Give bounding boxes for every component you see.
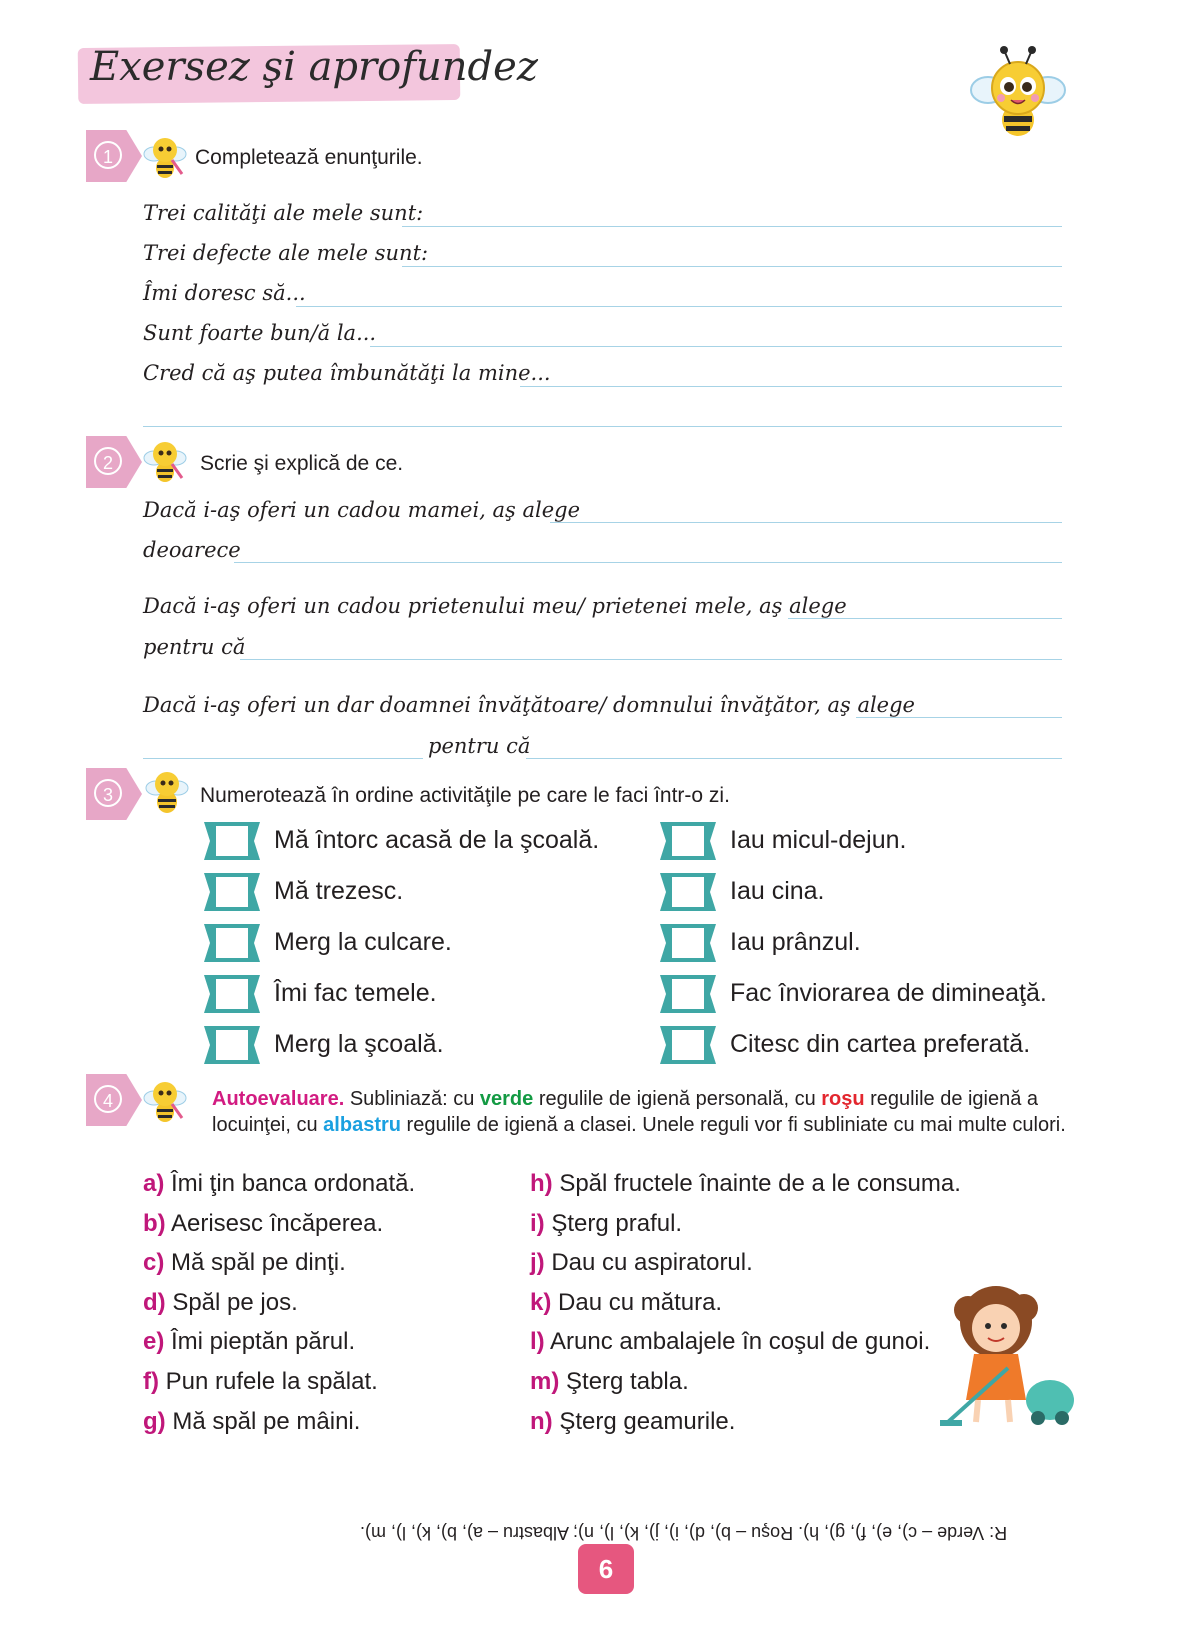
answer-line[interactable] [296,306,1062,307]
hygiene-rule[interactable] [143,1368,378,1396]
rule-text: Arunc ambalajele în coşul de gunoi. [550,1328,931,1356]
activity-item: Mă întorc acasă de la şcoală. [274,826,600,854]
number-box[interactable] [202,920,262,966]
hygiene-rule[interactable] [530,1170,961,1198]
hygiene-rule[interactable] [530,1408,735,1436]
rule-text: Dau cu aspiratorul. [551,1249,753,1277]
rule-letter: l) [530,1328,545,1356]
exercise-2-tag [86,436,142,488]
rule-letter: j) [530,1249,545,1277]
exercise-4-instruction [212,1086,1092,1138]
rule-letter: h) [530,1170,553,1197]
prompt-imbunatati: Cred că aş putea îmbunătăţi la mine... [143,361,551,385]
instruction-part: regulile de igienă personală, cu [533,1088,822,1110]
rule-letter: b) [143,1209,166,1237]
rule-text: Pun rufele la spălat. [165,1368,378,1395]
answer-line[interactable] [143,758,423,759]
green-word: verde [479,1088,534,1110]
answer-line[interactable] [526,758,1062,759]
number-box[interactable] [202,869,262,915]
rule-letter: m) [530,1368,560,1395]
hygiene-rule[interactable] [143,1170,415,1198]
number-box[interactable] [202,1022,262,1068]
rule-letter: c) [143,1249,165,1277]
exercise-1-instruction: Completează enunţurile. [195,146,423,169]
bee-pencil-icon [142,1074,188,1124]
answer-line[interactable] [402,226,1062,227]
activity-item: Merg la culcare. [274,928,452,956]
number-box[interactable] [202,818,262,864]
exercise-2-instruction: Scrie şi explică de ce. [200,452,404,475]
rule-text: Şterg praful. [551,1209,683,1237]
exercise-4-tag [86,1074,142,1126]
hygiene-rule[interactable] [530,1210,682,1238]
instruction-part: Subliniază: cu [344,1088,480,1110]
answer-line[interactable] [143,426,1062,427]
activity-item: Îmi fac temele. [274,979,437,1007]
girl-vacuum-illustration [938,1282,1078,1432]
hygiene-rule[interactable] [530,1249,753,1277]
rule-text: Îmi ţin banca ordonată. [171,1170,416,1197]
bee-mascot-icon [968,44,1068,140]
activity-item: Iau micul-dejun. [730,826,907,854]
rule-letter: f) [143,1368,159,1395]
answer-line[interactable] [550,522,1062,523]
exercise-3-number: 3 [94,779,122,807]
hygiene-rule[interactable] [143,1210,383,1238]
answer-line[interactable] [520,386,1062,387]
hygiene-rule[interactable] [143,1408,360,1436]
answer-line[interactable] [856,717,1062,718]
exercise-1-tag [86,130,142,182]
page-title: Exersez şi aprofundez [90,44,538,90]
prompt-pentru-ca-2: pentru că [428,734,531,758]
answer-line[interactable] [240,659,1062,660]
rule-text: Spăl fructele înainte de a le consuma. [559,1170,961,1197]
prompt-calitati: Trei calităţi ale mele sunt: [143,201,424,225]
rule-letter: e) [143,1328,165,1356]
hygiene-rule[interactable] [530,1289,722,1317]
number-box[interactable] [658,1022,718,1068]
hygiene-rule[interactable] [143,1328,355,1356]
rule-text: Dau cu mătura. [558,1288,723,1316]
answer-line[interactable] [234,562,1062,563]
instruction-part: regulile de igienă a clasei. Unele reguli vor fi subliniate cu mai multe culori. [400,1114,1066,1136]
rule-text: Şterg tabla. [566,1368,689,1395]
rule-text: Aerisesc încăperea. [171,1209,384,1237]
blue-word: albastru [323,1114,401,1136]
number-box[interactable] [658,920,718,966]
page-number: 6 [578,1544,634,1594]
prompt-dar-invatator: Dacă i-aş oferi un dar doamnei învăţătoare/ domnului învăţător, aş alege [143,693,915,717]
activity-item: Iau cina. [730,877,825,905]
number-box[interactable] [658,971,718,1017]
prompt-deoarece: deoarece [143,538,241,562]
rule-letter: k) [530,1288,552,1316]
exercise-4-number: 4 [94,1085,122,1113]
instruction-part: regulile de igienă a locuinţei, cu [212,1088,1039,1136]
number-box[interactable] [202,971,262,1017]
hygiene-rule[interactable] [143,1249,346,1277]
rule-text: Mă spăl pe mâini. [172,1407,361,1435]
prompt-bun-la: Sunt foarte bun/ă la... [143,321,377,345]
red-word: roşu [821,1088,865,1110]
exercise-3-instruction: Numerotează în ordine activităţile pe care le faci într-o zi. [200,784,730,807]
activity-item: Mă trezesc. [274,877,404,905]
activity-item: Fac înviorarea de dimineaţă. [730,979,1047,1007]
answer-line[interactable] [370,346,1062,347]
number-box[interactable] [658,869,718,915]
rule-letter: g) [143,1407,166,1435]
activity-item: Iau prânzul. [730,928,861,956]
rule-text: Îmi pieptăn părul. [171,1328,356,1356]
bee-icon [144,766,190,816]
exercise-1-number: 1 [94,141,122,169]
answer-line[interactable] [788,618,1062,619]
rule-text: Şterg geamurile. [559,1407,736,1435]
activity-item: Merg la şcoală. [274,1030,444,1058]
hygiene-rule[interactable] [530,1368,689,1396]
hygiene-rule[interactable] [530,1328,930,1356]
rule-letter: a) [143,1170,165,1197]
rule-letter: i) [530,1209,545,1237]
number-box[interactable] [658,818,718,864]
prompt-cadou-mama: Dacă i-aş oferi un cadou mamei, aş alege [143,498,581,522]
activity-item: Citesc din cartea preferată. [730,1030,1031,1058]
prompt-cadou-prieten: Dacă i-aş oferi un cadou prietenului meu/ prietenei mele, aş alege [143,594,847,618]
hygiene-rule[interactable] [143,1289,298,1317]
prompt-doresc: Îmi doresc să... [143,281,306,305]
exercise-3-tag [86,768,142,820]
autoevaluare-label: Autoevaluare. [212,1088,345,1110]
rule-letter: d) [143,1288,166,1316]
rule-text: Mă spăl pe dinţi. [171,1249,346,1277]
answer-line[interactable] [402,266,1062,267]
prompt-pentru-ca: pentru că [143,635,246,659]
answer-key: R: Verde – c), e), f), g), h). Roşu – b), d), i), j), k), l), n); Albastru – a), b), k), l), m). [360,1523,1008,1543]
bee-pencil-icon [142,434,188,484]
exercise-2-number: 2 [94,447,122,475]
prompt-defecte: Trei defecte ale mele sunt: [143,241,429,265]
rule-text: Spăl pe jos. [172,1288,298,1316]
rule-letter: n) [530,1407,553,1435]
bee-pencil-icon [142,130,188,180]
